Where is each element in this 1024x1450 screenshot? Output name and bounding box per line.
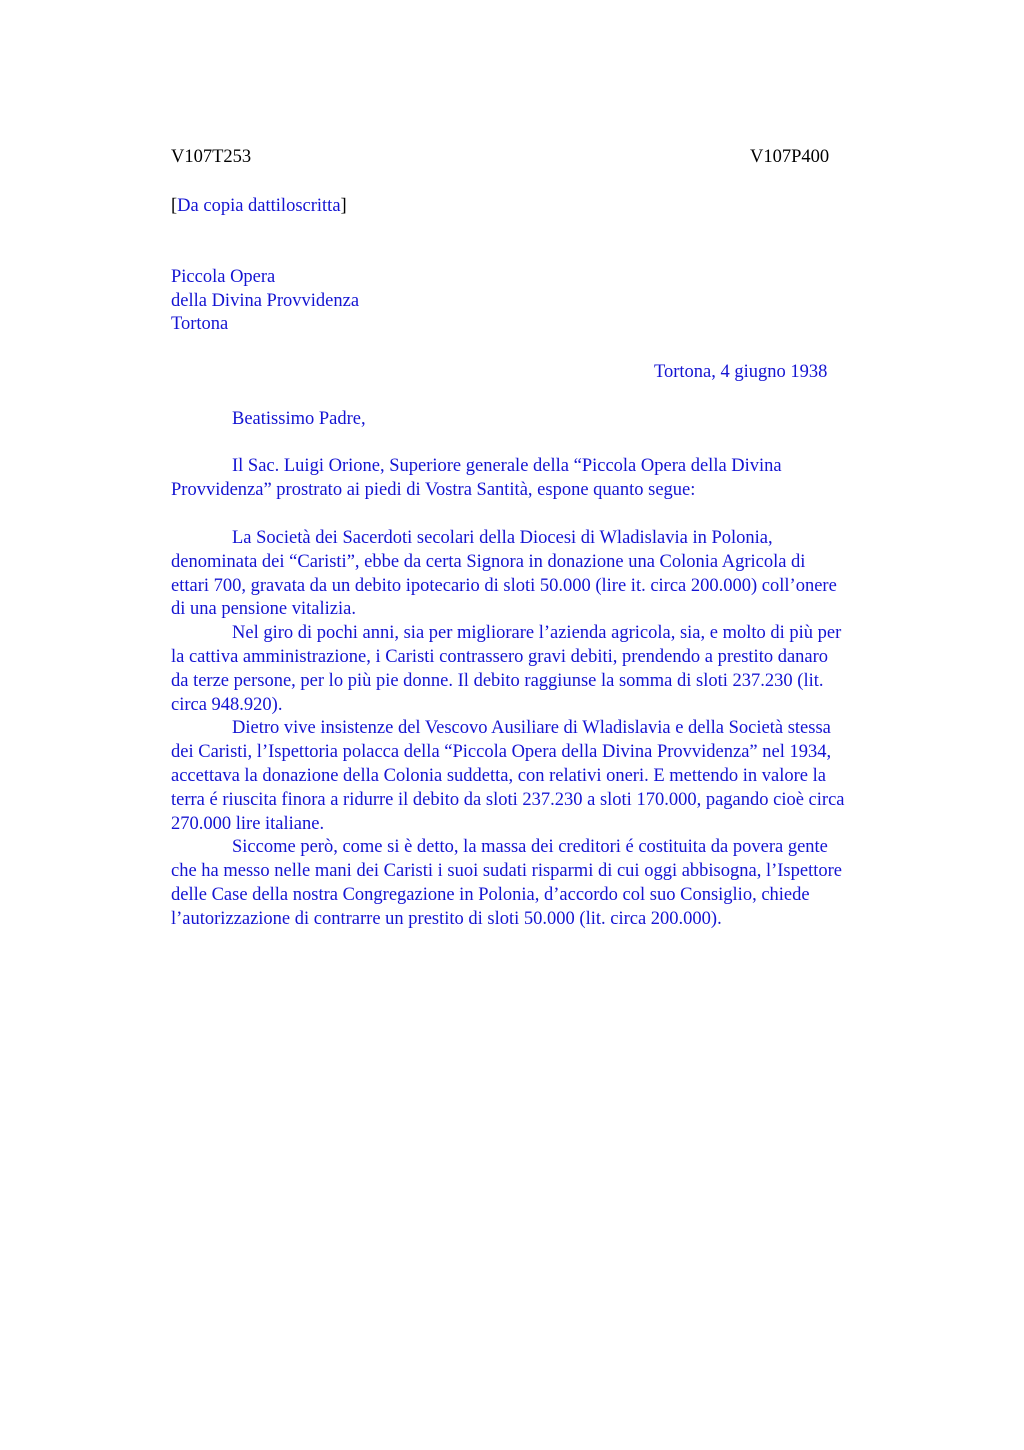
paragraph-4 <box>171 836 931 931</box>
intro-line: Il Sac. Luigi Orione, Superiore generale della “Piccola Opera della Divina <box>232 456 782 476</box>
paragraph-line: delle Case della nostra Congregazione in Polonia, d’accordo col suo Consiglio, chiede <box>171 884 810 905</box>
source-note <box>171 195 347 219</box>
intro-paragraph <box>171 455 931 503</box>
archive-code-left: V107T253 <box>171 147 252 167</box>
paragraph-line: Siccome però, come si è detto, la massa dei creditori é costituita da povera gente <box>232 837 828 858</box>
source-note-text: Da copia dattiloscritta <box>177 196 341 216</box>
sender-line-3: Tortona <box>171 314 229 334</box>
paragraph-line: che ha messo nelle mani dei Caristi i suoi sudati risparmi di cui oggi abbisogna, l’Ispettore <box>171 861 842 882</box>
paragraph-line: dei Caristi, l’Ispettoria polacca della “Piccola Opera della Divina Provvidenza” nel 1934, <box>171 742 832 763</box>
date-line: Tortona, 4 giugno 1938 <box>654 362 828 382</box>
paragraph-2 <box>171 622 931 717</box>
paragraph-1 <box>171 527 931 622</box>
sender-line-1: Piccola Opera <box>171 267 276 287</box>
paragraph-line: l’autorizzazione di contrarre un prestito di sloti 50.000 (lit. circa 200.000). <box>171 908 722 929</box>
source-note-open-bracket: [ <box>171 196 178 216</box>
paragraph-line: terra é riuscita finora a ridurre il debito da sloti 237.230 a sloti 170.000, pagando cioè circa <box>171 789 845 810</box>
paragraph-line: Dietro vive insistenze del Vescovo Ausiliare di Wladislavia e della Società stessa <box>232 718 831 739</box>
intro-line: Provvidenza” prostrato ai piedi di Vostra Santità, espone quanto segue: <box>171 479 696 500</box>
sender-line-2: della Divina Provvidenza <box>171 291 360 311</box>
paragraph-line: da terze persone, per lo più pie donne. Il debito raggiunse la somma di sloti 237.230 (lit. <box>171 670 824 691</box>
paragraph-line: la cattiva amministrazione, i Caristi contrassero gravi debiti, prendendo a prestito danaro <box>171 646 829 667</box>
paragraph-line: accettava la donazione della Colonia suddetta, con relativi oneri. E mettendo in valore la <box>171 765 826 786</box>
paragraph-line: Nel giro di pochi anni, sia per migliorare l’azienda agricola, sia, e molto di più per <box>232 623 842 644</box>
paragraph-line: denominata dei “Caristi”, ebbe da certa Signora in donazione una Colonia Agricola di <box>171 551 806 572</box>
paragraph-3 <box>171 717 931 836</box>
salutation: Beatissimo Padre, <box>232 409 366 429</box>
paragraph-line: ettari 700, gravata da un debito ipotecario di sloti 50.000 (lire it. circa 200.000) coll’onere <box>171 575 837 596</box>
source-note-close-bracket: ] <box>340 196 347 216</box>
paragraph-line: circa 948.920). <box>171 694 283 715</box>
paragraph-line: 270.000 lire italiane. <box>171 813 325 834</box>
paragraph-line: La Società dei Sacerdoti secolari della Diocesi di Wladislavia in Polonia, <box>232 528 773 548</box>
archive-code-right: V107P400 <box>750 147 830 167</box>
paragraph-line: di una pensione vitalizia. <box>171 599 356 620</box>
body-text <box>171 527 931 932</box>
